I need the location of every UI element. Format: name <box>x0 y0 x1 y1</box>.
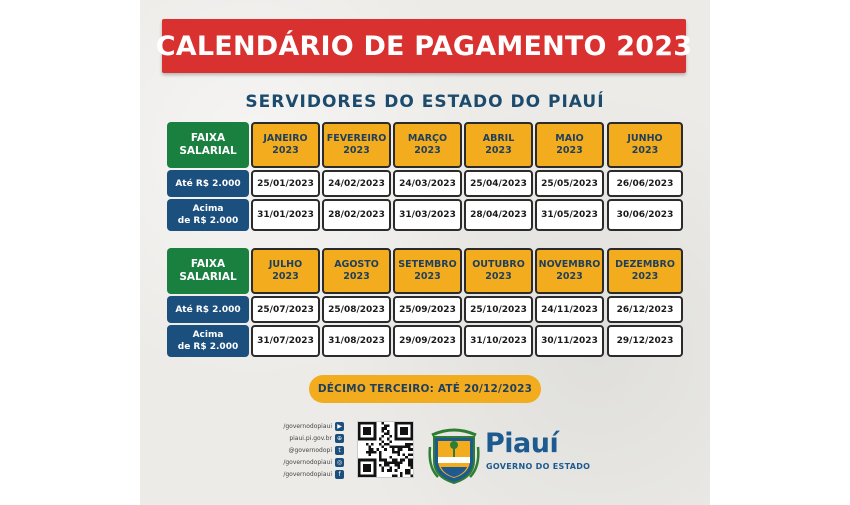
salary-range-label-text: de R$ 2.000 <box>177 216 239 226</box>
month-header-text: NOVEMBRO <box>538 259 601 270</box>
month-header-text: 2023 <box>414 145 441 156</box>
page-subtitle: SERVIDORES DO ESTADO DO PIAUÍ <box>245 92 605 112</box>
faixa-salarial-header <box>167 122 249 168</box>
faixa-salarial-header-text: SALARIAL <box>179 271 237 283</box>
title-banner <box>155 19 693 73</box>
payment-date-cell: 25/01/2023 <box>251 170 320 197</box>
month-header <box>251 248 320 294</box>
month-header-text: 2023 <box>272 145 299 156</box>
month-header-text: SETEMBRO <box>398 259 457 270</box>
facebook-icon: f <box>335 470 344 479</box>
faixa-salarial-header-text: SALARIAL <box>179 145 237 157</box>
month-header-text: ABRIL <box>482 133 515 144</box>
month-header-text: OUTUBRO <box>472 259 525 270</box>
month-header <box>251 122 320 168</box>
month-header <box>393 248 462 294</box>
month-header-text: 2023 <box>556 145 583 156</box>
payment-date-cell: 25/07/2023 <box>251 296 320 323</box>
payment-date-cell: 25/10/2023 <box>464 296 533 323</box>
month-header-text: FEVEREIRO <box>326 133 387 144</box>
month-header <box>535 122 604 168</box>
month-header <box>607 248 683 294</box>
month-header-text: JULHO <box>268 259 303 270</box>
month-header-text: DEZEMBRO <box>615 259 675 270</box>
salary-range-label-text: Até R$ 2.000 <box>175 304 241 315</box>
instagram-icon: ◎ <box>336 459 343 466</box>
payment-date-cell: 30/06/2023 <box>607 199 683 231</box>
month-header-text: MARÇO <box>407 133 448 144</box>
month-header-text: JANEIRO <box>263 133 308 144</box>
month-header-text: 2023 <box>631 271 659 282</box>
social-link-text: /governodopiaui <box>283 459 332 466</box>
twitter-icon: t <box>335 446 344 455</box>
payment-date-cell: 31/05/2023 <box>535 199 604 231</box>
social-link[interactable] <box>283 468 344 481</box>
social-link-text: piaui.pi.gov.br <box>289 435 332 442</box>
state-crest-icon <box>428 427 480 485</box>
salary-range-label <box>167 170 249 197</box>
faixa-salarial-header-text: FAIXA <box>190 258 226 270</box>
payment-date-cell: 25/09/2023 <box>393 296 462 323</box>
payment-date-cell: 24/02/2023 <box>322 170 391 197</box>
social-link-text: /governodopiaui <box>283 471 332 478</box>
salary-range-label-text: Até R$ 2.000 <box>175 178 241 189</box>
payment-date-cell: 31/03/2023 <box>393 199 462 231</box>
payment-date-cell: 25/08/2023 <box>322 296 391 323</box>
month-header <box>322 248 391 294</box>
payment-date-cell: 26/12/2023 <box>607 296 683 323</box>
payment-date-cell: 31/07/2023 <box>251 325 320 357</box>
payment-date-cell: 28/02/2023 <box>322 199 391 231</box>
faixa-salarial-header <box>167 248 249 294</box>
payment-date-cell: 25/04/2023 <box>464 170 533 197</box>
payment-date-cell: 31/10/2023 <box>464 325 533 357</box>
social-link-text: /governodopiaui <box>283 423 332 430</box>
payment-date-cell: 31/08/2023 <box>322 325 391 357</box>
payment-date-cell: 29/12/2023 <box>607 325 683 357</box>
salary-range-label <box>167 199 249 231</box>
salary-range-label-text: Acima <box>192 330 224 340</box>
month-header <box>464 248 533 294</box>
month-header-text: AGOSTO <box>334 259 379 270</box>
page-title: CALENDÁRIO DE PAGAMENTO 2023 <box>155 30 693 62</box>
payment-date-cell: 24/03/2023 <box>393 170 462 197</box>
payment-date-cell: 29/09/2023 <box>393 325 462 357</box>
salary-range-label <box>167 325 249 357</box>
logo-subtitle: GOVERNO DO ESTADO <box>486 462 591 471</box>
month-header-text: 2023 <box>414 271 441 282</box>
month-header <box>393 122 462 168</box>
month-header <box>464 122 533 168</box>
month-header-text: 2023 <box>631 145 659 156</box>
payment-date-cell: 31/01/2023 <box>251 199 320 231</box>
globe-icon: ⊕ <box>336 435 343 442</box>
month-header-text: 2023 <box>485 271 512 282</box>
salary-range-label-text: de R$ 2.000 <box>177 342 239 352</box>
youtube-icon: ▶ <box>335 422 344 431</box>
month-header-text: 2023 <box>343 145 370 156</box>
payment-date-cell: 25/05/2023 <box>535 170 604 197</box>
month-header-text: 2023 <box>272 271 299 282</box>
qr-code[interactable] <box>357 421 414 478</box>
month-header-text: 2023 <box>485 145 512 156</box>
social-link-text: @governodopi <box>288 447 332 454</box>
payment-date-cell: 26/06/2023 <box>607 170 683 197</box>
faixa-salarial-header-text: FAIXA <box>190 132 226 144</box>
month-header-text: JUNHO <box>627 133 663 144</box>
decimo-terceiro-badge: DÉCIMO TERCEIRO: ATÉ 20/12/2023 <box>309 375 541 403</box>
payment-date-cell: 28/04/2023 <box>464 199 533 231</box>
payment-date-cell: 30/11/2023 <box>535 325 604 357</box>
salary-range-label <box>167 296 249 323</box>
month-header <box>535 248 604 294</box>
month-header <box>322 122 391 168</box>
payment-date-cell: 24/11/2023 <box>535 296 604 323</box>
month-header-text: MAIO <box>555 133 584 144</box>
month-header-text: 2023 <box>343 271 370 282</box>
salary-range-label-text: Acima <box>192 204 224 214</box>
month-header <box>607 122 683 168</box>
month-header-text: 2023 <box>556 271 583 282</box>
logo-title: Piauí <box>485 428 559 459</box>
